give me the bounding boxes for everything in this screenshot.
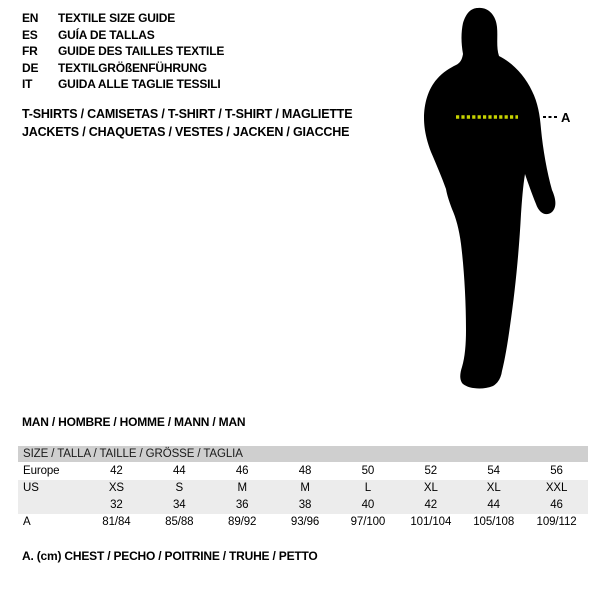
size-cell: XL (486, 482, 501, 494)
size-cell: 34 (173, 499, 186, 511)
language-label: GUÍA DE TALLAS (58, 27, 155, 42)
size-cell: 40 (361, 499, 375, 511)
size-cell: 46 (235, 465, 249, 477)
row-label (18, 497, 85, 514)
size-cell: 42 (424, 499, 438, 511)
size-table (18, 446, 588, 531)
category-jackets: JACKETS / CHAQUETAS / VESTES / JACKEN / GIACCHE (22, 124, 350, 139)
language-list (22, 10, 224, 93)
size-cell: 46 (550, 499, 563, 511)
size-cell: 97/100 (350, 516, 386, 528)
language-label: TEXTILE SIZE GUIDE (58, 11, 176, 26)
row-label: US (23, 482, 39, 494)
language-code: ES (22, 27, 38, 42)
table-row-us (18, 480, 588, 497)
size-cell: XL (423, 482, 438, 494)
size-cell: L (364, 482, 372, 494)
size-cell: S (175, 482, 184, 494)
size-cell: 50 (361, 465, 375, 477)
size-cell: 81/84 (102, 516, 131, 528)
man-silhouette (424, 8, 555, 389)
size-cell: 44 (173, 465, 186, 477)
size-cell: 93/96 (290, 516, 320, 528)
size-cell: 85/88 (165, 516, 194, 528)
table-row-europe (18, 463, 588, 480)
size-cell: 32 (110, 499, 123, 511)
language-row-de (22, 60, 224, 77)
language-code: DE (22, 60, 39, 75)
category-tshirts: T-SHIRTS / CAMISETAS / T-SHIRT / T-SHIRT / MAGLIETTE (22, 107, 353, 121)
language-row-es (22, 27, 224, 44)
language-label: TEXTILGRÖßENFÜHRUNG (58, 60, 207, 75)
language-code: IT (22, 77, 33, 92)
size-cell: 52 (424, 465, 438, 477)
size-cell: 105/108 (473, 516, 515, 528)
size-cell: 36 (235, 499, 249, 511)
language-row-fr (22, 43, 224, 60)
table-row-alt-sizes (18, 497, 588, 514)
language-row-en (22, 10, 224, 27)
language-label: GUIDE DES TAILLES TEXTILE (58, 44, 225, 59)
size-cell: XXL (545, 482, 568, 494)
size-cell: 56 (550, 465, 563, 477)
table-row-chest-cm (18, 514, 588, 531)
language-code: FR (22, 44, 38, 59)
language-row-it (22, 76, 224, 93)
size-table-header: SIZE / TALLA / TAILLE / GRÖSSE / TAGLIA (18, 446, 588, 462)
language-code: EN (22, 11, 39, 26)
size-cell: 54 (487, 465, 500, 477)
size-cell: 101/104 (410, 516, 452, 528)
size-cell: M (237, 482, 247, 494)
language-label: GUIDA ALLE TAGLIE TESSILI (58, 77, 221, 92)
man-silhouette-figure (400, 0, 600, 400)
row-label: Europe (23, 465, 60, 477)
measurement-label-a: A (561, 110, 571, 125)
size-cell: 89/92 (228, 516, 257, 528)
chest-measure-footnote: A. (cm) CHEST / PECHO / POITRINE / TRUHE / PETTO (22, 549, 318, 563)
size-cell: M (300, 482, 310, 494)
size-cell: 109/112 (536, 516, 577, 528)
size-cell: 42 (110, 465, 123, 477)
row-label: A (23, 516, 31, 528)
section-title-man: MAN / HOMBRE / HOMME / MANN / MAN (22, 415, 246, 429)
size-cell: 44 (487, 499, 500, 511)
size-cell: 38 (298, 499, 312, 511)
size-cell: 48 (298, 465, 312, 477)
garment-categories (22, 106, 352, 141)
size-cell: XS (108, 482, 125, 494)
